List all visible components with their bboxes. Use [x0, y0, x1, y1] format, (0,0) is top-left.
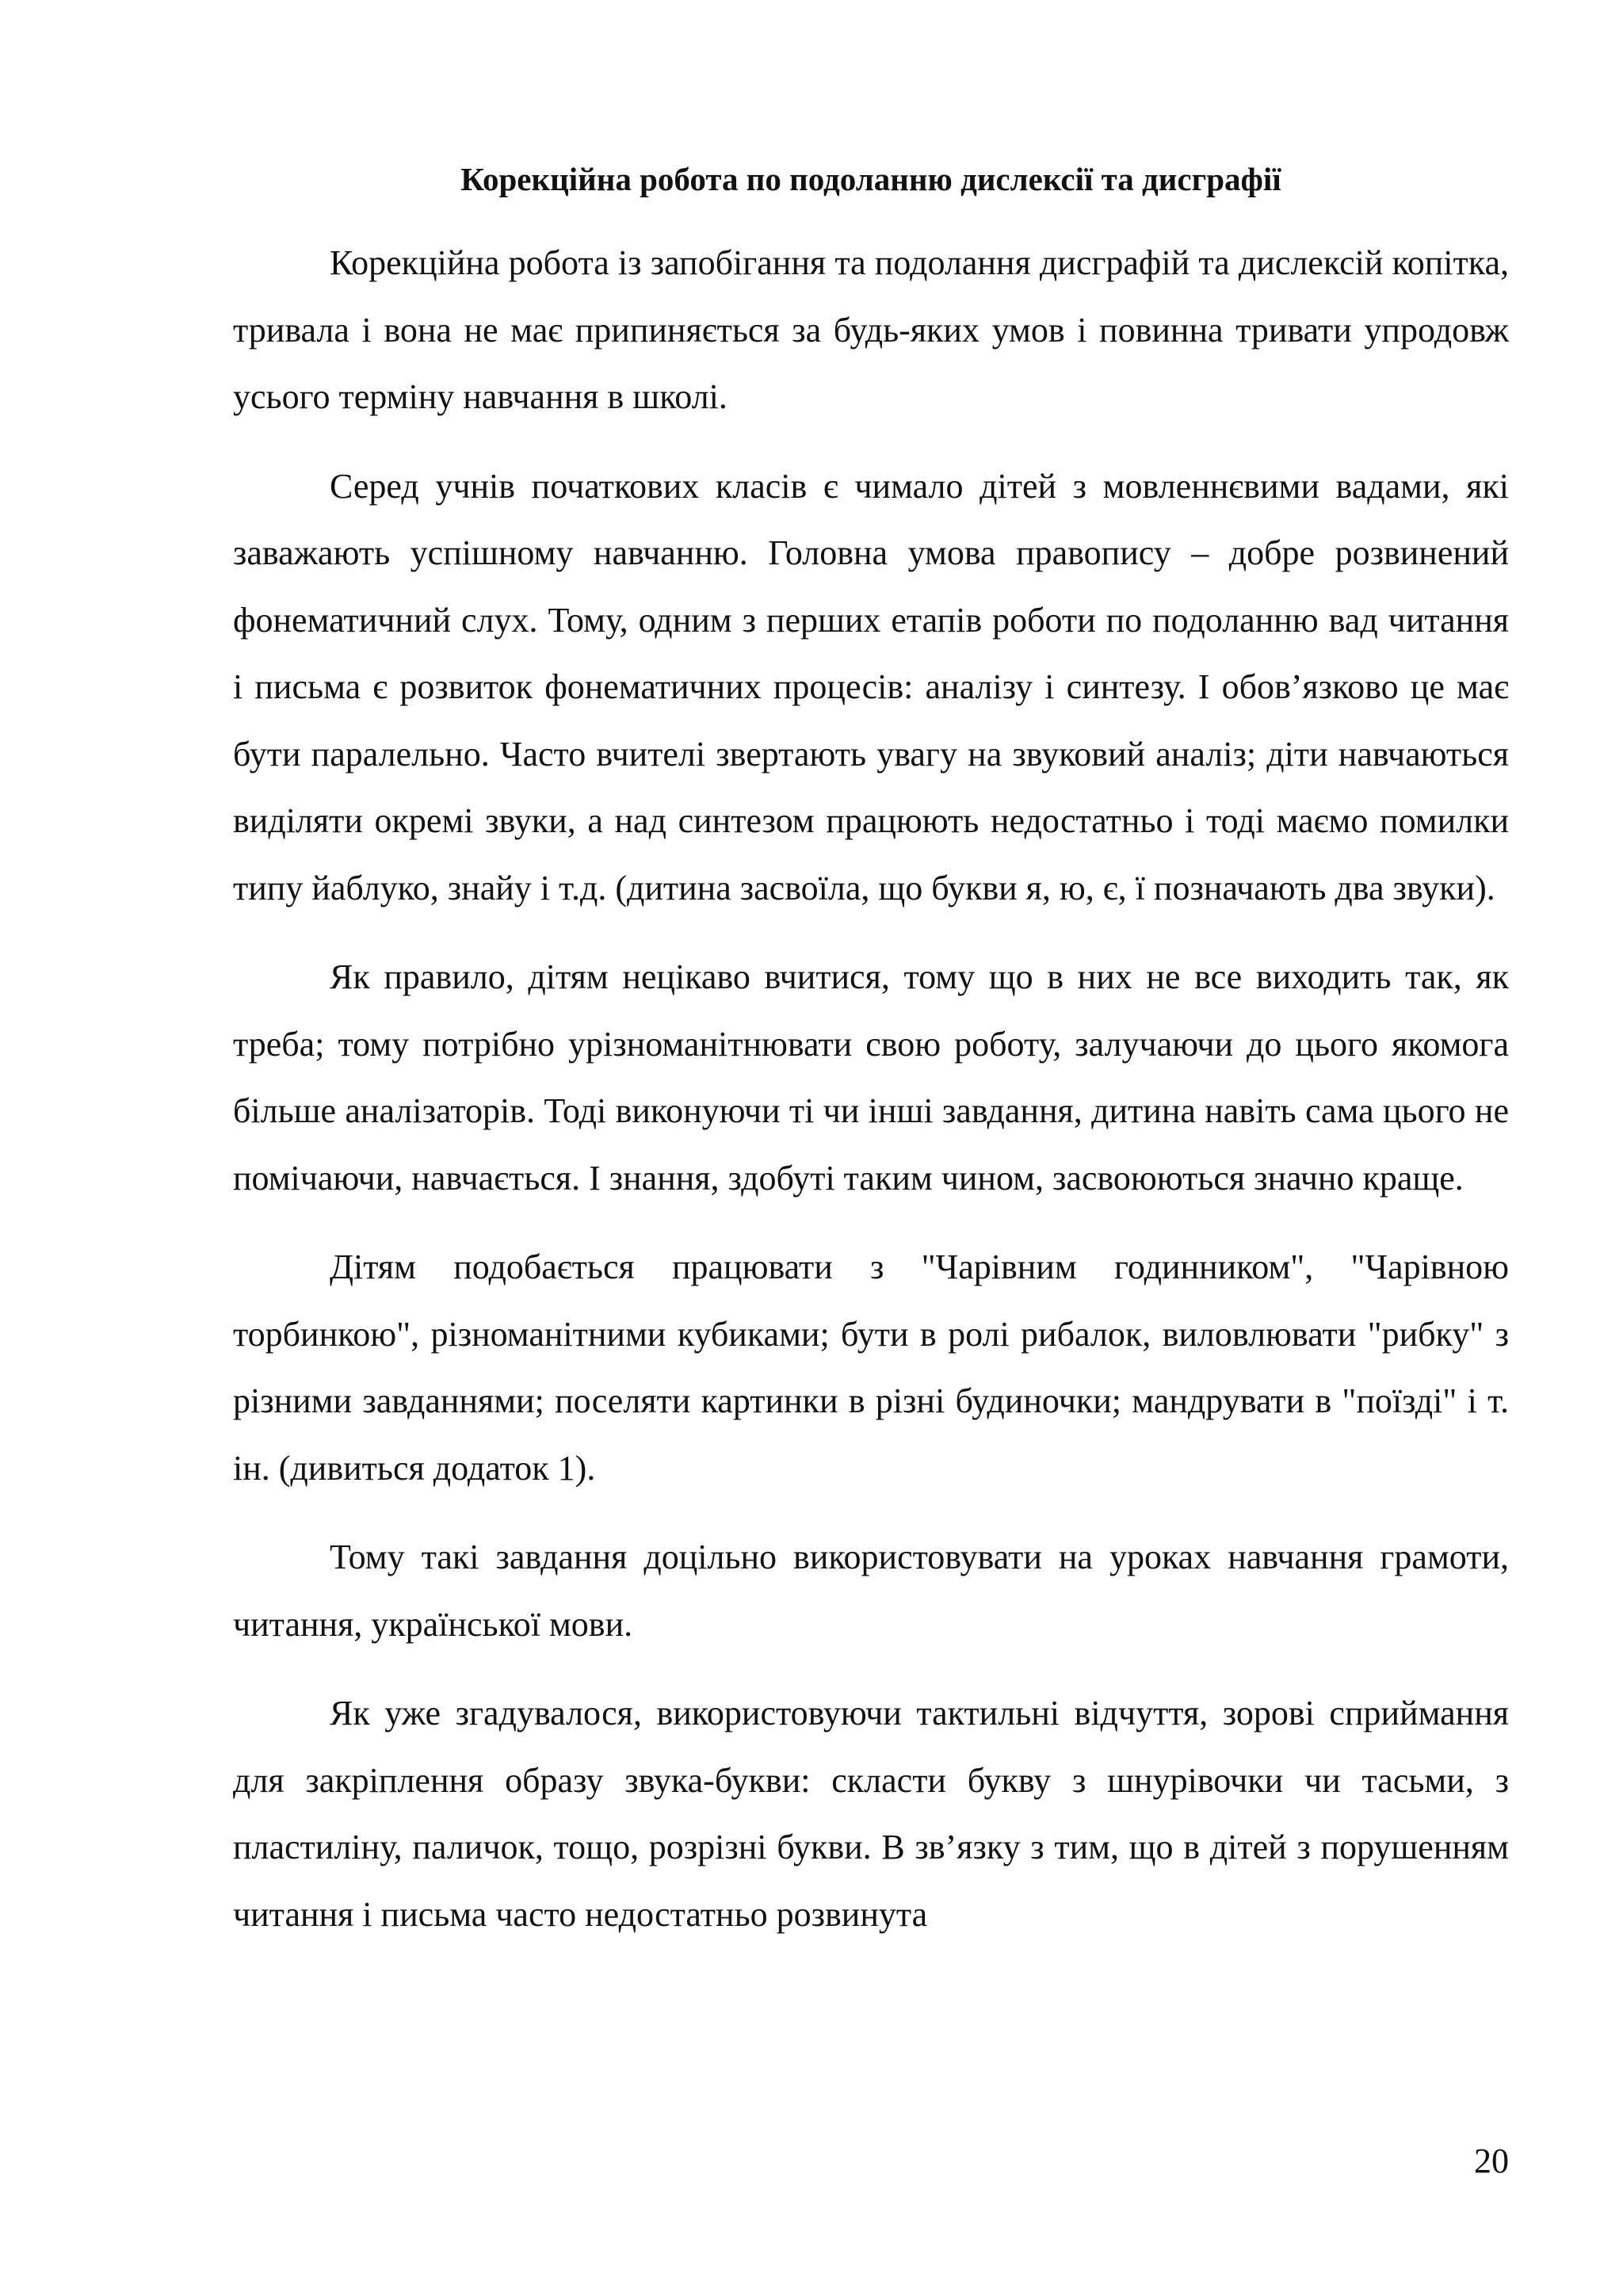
paragraph-1: Корекційна робота із запобігання та подолання дисграфій та дислексій копітка, тривала і вона не має припиняється за будь-яких умов і повинна тривати упродовж усього терміну навчання в школі.	[233, 243, 1509, 416]
page-title: Корекційна робота по подоланню дислексії та дисграфії	[460, 161, 1281, 197]
page-number: 20	[1474, 2141, 1509, 2180]
paragraph-4: Дітям подобається працювати з "Чарівним годинником", "Чарівною торбинкою", різноманітними кубиками; бути в ролі рибалок, виловлювати "рибку" з різними завданнями; поселяти картинки в різні будиночки; мандрувати в "поїзді" і т. ін. (дивиться додаток 1).	[233, 1247, 1509, 1488]
paragraph-6: Як уже згадувалося, використовуючи тактильні відчуття, зорові сприймання для закріплення образу звука-букви: скласти букву з шнурівочки чи тасьми, з пластиліну, паличок, тощо, розрізні букви. В зв’язку з тим, що в дітей з порушенням читання і письма часто недостатньо розвинута	[233, 1694, 1509, 1934]
paragraph-5: Тому такі завдання доцільно використовувати на уроках навчання грамоти, читання, української мови.	[233, 1538, 1509, 1644]
document-body	[233, 155, 1509, 1970]
paragraph-3: Як правило, дітям нецікаво вчитися, тому що в них не все виходить так, як треба; тому потрібно урізноманітнювати свою роботу, залучаючи до цього якомога більше аналізаторів. Тоді виконуючи ті чи інші завдання, дитина навіть сама цього не помічаючи, навчається. І знання, здобуті таким чином, засвоюються значно краще.	[233, 957, 1509, 1198]
paragraph-2: Серед учнів початкових класів є чимало дітей з мовленнєвими вадами, які заважають успішному навчанню. Головна умова правопису – добре розвинений фонематичний слух. Тому, одним з перших етапів роботи по подоланню вад читання і письма є розвиток фонематичних процесів: аналізу і синтезу. І обов’язково це має бути паралельно. Часто вчителі звертають увагу на звуковий аналіз; діти навчаються виділяти окремі звуки, а над синтезом працюють недостатньо і тоді маємо помилки типу йаблуко, знайу і т.д. (дитина засвоїла, що букви я, ю, є, ї позначають два звуки).	[233, 466, 1509, 907]
